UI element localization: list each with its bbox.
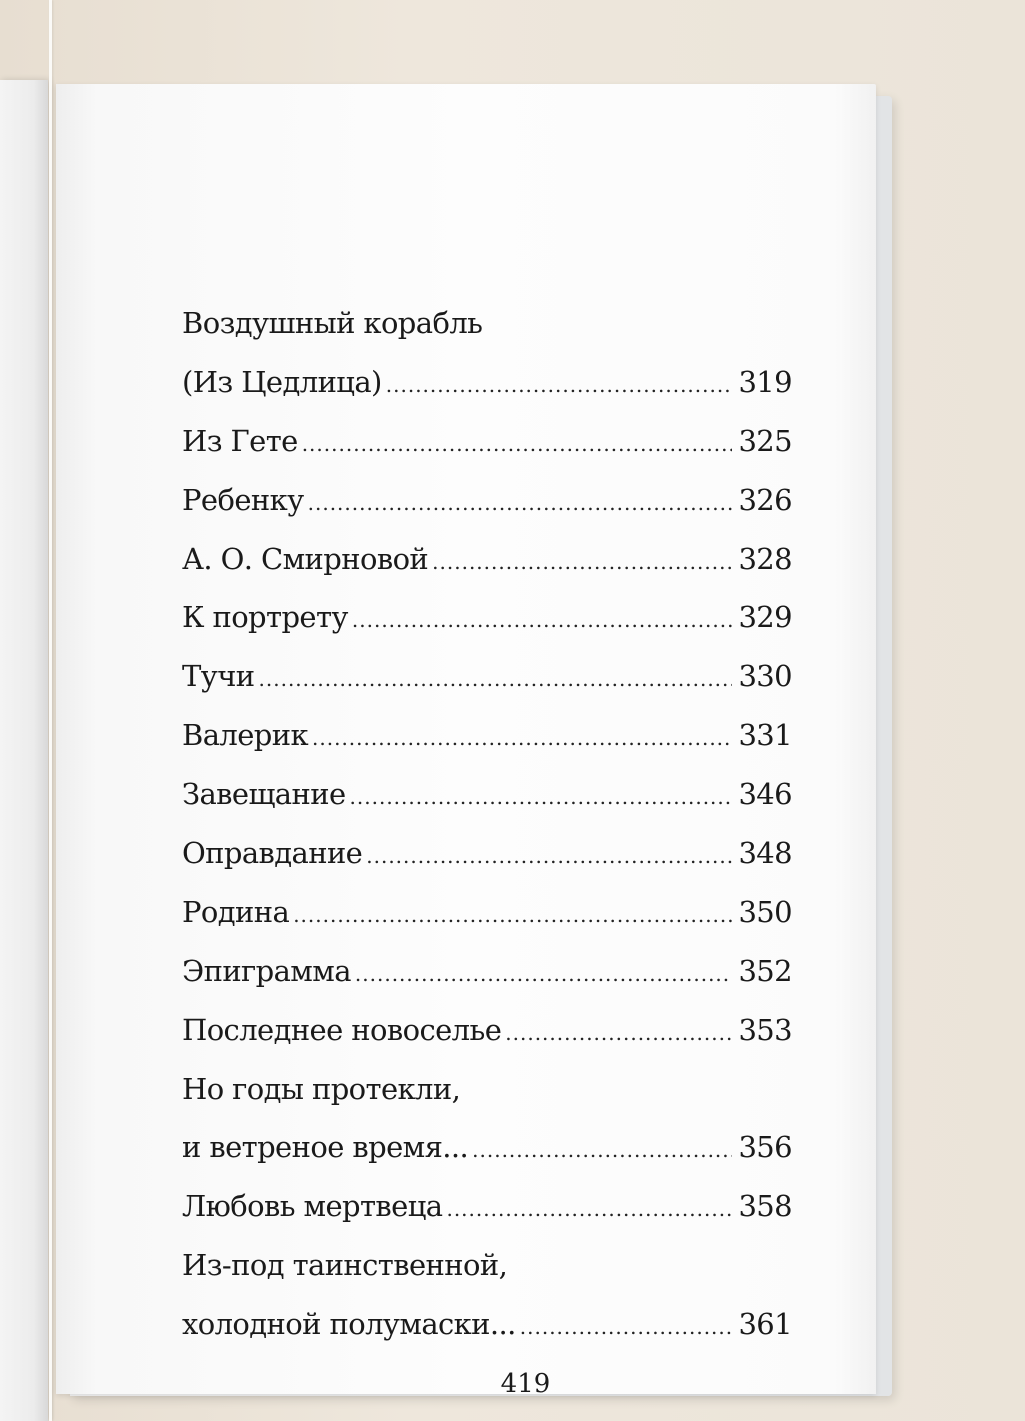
dot-leader bbox=[308, 474, 733, 533]
toc-entry-title: и ветреное время... bbox=[182, 1130, 469, 1165]
dot-leader bbox=[352, 591, 733, 650]
toc-entry-row bbox=[182, 942, 792, 1001]
toc-entry-title: Любовь мертвеца bbox=[182, 1189, 443, 1224]
toc-entry bbox=[182, 765, 792, 824]
dot-leader bbox=[312, 709, 732, 768]
toc-entry bbox=[182, 647, 792, 706]
toc-entry-title: Родина bbox=[182, 894, 290, 929]
toc-entry-row bbox=[182, 1001, 792, 1060]
toc-entry-title-line: Из-под таинственной, bbox=[182, 1248, 508, 1283]
toc-entry-title: Валерик bbox=[182, 718, 309, 753]
toc-entry-title: Оправдание bbox=[182, 836, 363, 871]
dot-leader bbox=[432, 533, 732, 592]
toc-entry-title-line: Но годы протекли, bbox=[182, 1071, 461, 1106]
toc-entry-row bbox=[182, 1177, 792, 1236]
table-of-contents bbox=[182, 294, 792, 1354]
toc-entry bbox=[182, 942, 792, 1001]
toc-page-number: 348 bbox=[738, 836, 792, 871]
dot-leader bbox=[446, 1180, 732, 1239]
dot-leader bbox=[472, 1121, 732, 1180]
toc-entry-row bbox=[182, 706, 792, 765]
toc-entry-title: Из Гете bbox=[182, 423, 298, 458]
toc-page-number: 356 bbox=[738, 1130, 792, 1165]
toc-page-number: 352 bbox=[738, 953, 792, 988]
toc-entry-title: Тучи bbox=[182, 659, 255, 694]
toc-entry-title: Последнее новоселье bbox=[182, 1012, 502, 1047]
dot-leader bbox=[302, 415, 733, 474]
toc-entry bbox=[182, 1236, 792, 1354]
toc-page-number: 325 bbox=[738, 423, 792, 458]
toc-page-number: 329 bbox=[738, 600, 792, 635]
toc-entry bbox=[182, 706, 792, 765]
toc-entry bbox=[182, 412, 792, 471]
toc-page-number: 319 bbox=[738, 364, 792, 399]
toc-page-number: 358 bbox=[738, 1189, 792, 1224]
dot-leader bbox=[520, 1298, 733, 1357]
toc-entry bbox=[182, 883, 792, 942]
toc-entry bbox=[182, 1060, 792, 1178]
toc-entry-row bbox=[182, 647, 792, 706]
toc-entry-row bbox=[182, 883, 792, 942]
toc-page-number: 326 bbox=[738, 482, 792, 517]
toc-entry bbox=[182, 294, 792, 412]
dot-leader bbox=[366, 827, 732, 886]
toc-entry-title: Эпиграмма bbox=[182, 953, 351, 988]
dot-leader bbox=[355, 945, 733, 1004]
toc-entry-title: К портрету bbox=[182, 600, 348, 635]
toc-page-number: 328 bbox=[738, 541, 792, 576]
toc-page-number: 353 bbox=[738, 1012, 792, 1047]
dot-leader bbox=[259, 650, 733, 709]
toc-entry-row bbox=[182, 824, 792, 883]
toc-page-number: 330 bbox=[738, 659, 792, 694]
page-number-footer: 419 bbox=[500, 1369, 551, 1399]
toc-entry-title: (Из Цедлица) bbox=[182, 364, 382, 399]
toc-entry-row bbox=[182, 353, 792, 412]
toc-page-number: 350 bbox=[738, 894, 792, 929]
toc-entry-row bbox=[182, 471, 792, 530]
book-page bbox=[56, 84, 876, 1399]
toc-entry-title: А. О. Смирновой bbox=[182, 541, 429, 576]
toc-entry bbox=[182, 1177, 792, 1236]
toc-page-number: 346 bbox=[738, 777, 792, 812]
toc-entry bbox=[182, 471, 792, 530]
toc-entry-title: холодной полумаски... bbox=[182, 1307, 516, 1342]
dot-leader bbox=[386, 356, 733, 415]
dot-leader bbox=[505, 1004, 732, 1063]
toc-entry bbox=[182, 530, 792, 589]
dot-leader bbox=[293, 886, 732, 945]
toc-entry-title: Ребенку bbox=[182, 482, 304, 517]
toc-entry-row bbox=[182, 588, 792, 647]
toc-entry-row bbox=[182, 1118, 792, 1177]
toc-page-number: 361 bbox=[738, 1307, 792, 1342]
left-page-edge bbox=[0, 80, 48, 1421]
toc-entry-row bbox=[182, 765, 792, 824]
toc-entry-row bbox=[182, 412, 792, 471]
toc-entry bbox=[182, 824, 792, 883]
toc-entry bbox=[182, 588, 792, 647]
toc-entry bbox=[182, 1001, 792, 1060]
toc-entry-title-line: Воздушный корабль bbox=[182, 306, 483, 340]
toc-entry-title: Завещание bbox=[182, 777, 346, 812]
book-gutter bbox=[49, 0, 52, 1421]
dot-leader bbox=[350, 768, 733, 827]
toc-entry-row bbox=[182, 530, 792, 589]
toc-entry-row bbox=[182, 1295, 792, 1354]
toc-page-number: 331 bbox=[738, 718, 792, 753]
